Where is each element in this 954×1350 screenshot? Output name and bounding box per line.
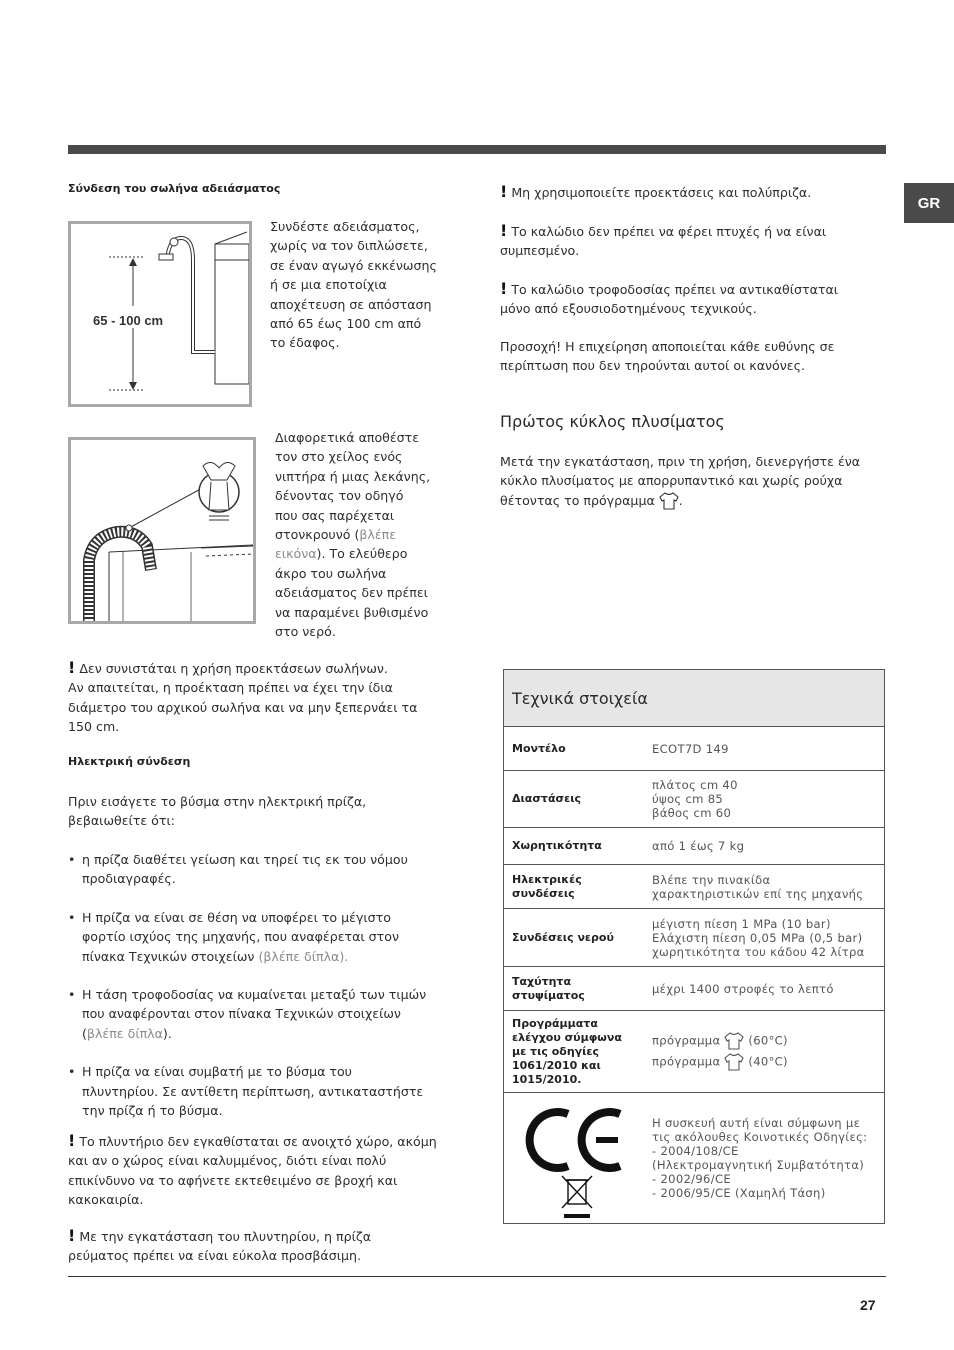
page-number: 27 xyxy=(860,1297,876,1313)
cotton-program-icon xyxy=(724,1032,744,1050)
table-row xyxy=(504,727,884,771)
drain-text: Συνδέστε αδειάσματος, χωρίς να τον διπλώσετε, σε έναν αγωγό εκκένωσης ή σε μια εποτοίχια αποχέτευση σε απόσταση από 65 έως 100 cm από το έδαφος. xyxy=(270,219,437,351)
bottom-rule xyxy=(68,1276,886,1277)
liability-note: Προσοχή! Η επιχείρηση αποποιείται κάθε ευθύνης σε περίπτωση που δεν τηρούνται αυτοί οι κανόνες. xyxy=(500,339,835,374)
checklist-item: • Η τάση τροφοδοσίας να κυμαίνεται μεταξύ των τιμών που αναφέρονται στον πίνακα Τεχνικών στοιχείων (βλέπε δίπλα). xyxy=(68,985,468,1043)
figure-reference: βλέπε xyxy=(359,527,397,543)
cotton-program-icon xyxy=(724,1053,744,1071)
outdoor-warning: ! Το πλυντήριο δεν εγκαθίσταται σε ανοιχτό χώρο, ακόμη και αν ο χώρος είναι καλυμμένος, διότι είναι πολύ επικίνδυνο να το αφήνετε εκτεθειμένο σε βροχή και κακοκαιρία. xyxy=(68,1131,437,1208)
table-row: Χωρητικότητα από 1 έως 7 kg xyxy=(504,828,884,865)
table-row: Προγράμματα ελέγχου σύμφωνα με τις οδηγίες 1061/2010 και 1015/2010. πρόγραμμα (60°C) πρόγραμμα (40°C) xyxy=(504,1011,884,1093)
table-row: Συνδέσεις νερού μέγιστη πίεση 1 MPa (10 bar) Ελάχιστη πίεση 0,05 MPa (0,5 bar) χωρητικότητα του κάδου 42 λίτρα xyxy=(504,909,884,967)
basin-hose-illustration xyxy=(71,440,253,621)
row-label: Ταχύτητα στυψίματος xyxy=(512,974,585,1002)
basin-text: Διαφορετικά αποθέστε τον στο χείλος ενός νιπτήρα ή μιας λεκάνης, δένοντας τον οδηγό που σας παρέχεται στονκρουνό (βλέπε εικόνα). Το ελεύθερο άκρο του σωλήνα αδειάσματος δεν πρέπει να παραμένει βυθισμένο στο νερό. xyxy=(275,430,431,640)
drain-height-label: 65 - 100 cm xyxy=(93,313,164,328)
ce-mark-icon xyxy=(520,1096,630,1220)
cotton-program-icon xyxy=(659,492,679,510)
table-row: Ταχύτητα στυψίματος μέχρι 1400 στροφές το λεπτό xyxy=(504,967,884,1011)
table-row: Διαστάσεις πλάτος cm 40 ύψος cm 85 βάθος cm 60 xyxy=(504,771,884,828)
row-label: Μοντέλο xyxy=(512,741,566,755)
row-label: Προγράμματα ελέγχου σύμφωνα με τις οδηγίες 1061/2010 και 1015/2010. xyxy=(512,1016,622,1086)
warning-icon: ! xyxy=(500,182,508,201)
access-warning: ! Με την εγκατάσταση του πλυντηρίου, η πρίζα ρεύματος πρέπει να είναι εύκολα προσβάσιμη. xyxy=(68,1226,372,1264)
warning-icon: ! xyxy=(68,1131,76,1150)
figure-reference-2: εικόνα xyxy=(275,546,317,562)
checklist-item: • Η πρίζα να είναι συμβατή με το βύσμα του πλυντηρίου. Σε αντίθετη περίπτωση, αντικαταστήστε την πρίζα ή το βύσμα. xyxy=(68,1062,468,1120)
row-value: ECOT7D 149 xyxy=(652,741,729,756)
checklist-item: • η πρίζα διαθέτει γείωση και τηρεί τις εκ του νόμου προδιαγραφές. xyxy=(68,850,468,889)
warning-icon: ! xyxy=(68,658,76,677)
warning-icon: ! xyxy=(68,1226,76,1245)
technical-data-table xyxy=(503,669,885,1224)
first-cycle-heading: Πρώτος κύκλος πλυσίματος xyxy=(500,412,725,431)
warning-icon: ! xyxy=(500,279,508,298)
table-row: Ηλεκτρικές συνδέσεις Βλέπε την πινακίδα χαρακτηριστικών επί της μηχανής xyxy=(504,865,884,909)
row-label: Συνδέσεις νερού xyxy=(512,930,614,944)
extension-warning: ! Δεν συνιστάται η χρήση προεκτάσεων σωλήνων. Αν απαιτείται, η προέκταση πρέπει να έχει την ίδια διάμετρο του αρχικού σωλήνα και να μην ξεπερνάει τα 150 cm. xyxy=(68,658,418,735)
electric-heading: Ηλεκτρική σύνδεση xyxy=(68,755,191,768)
basin-figure xyxy=(68,437,256,624)
warning-icon: ! xyxy=(500,221,508,240)
electric-checklist xyxy=(68,850,468,1139)
warning-cable-bend: ! Το καλώδιο δεν πρέπει να φέρει πτυχές ή να είναι συμπεσμένο. xyxy=(500,221,827,259)
language-tab[interactable]: GR xyxy=(904,183,954,223)
warning-multiplug: ! Μη χρησιμοποιείτε προεκτάσεις και πολύπριζα. xyxy=(500,182,812,201)
row-label: Διαστάσεις xyxy=(512,792,581,805)
drain-heading: Σύνδεση του σωλήνα αδειάσματος xyxy=(68,182,281,195)
technical-data-title: Τεχνικά στοιχεία xyxy=(504,670,884,727)
row-label: Χωρητικότητα xyxy=(512,839,602,852)
row-label: Ηλεκτρικές συνδέσεις xyxy=(512,872,582,900)
table-row: Η συσκευή αυτή είναι σύμφωνη με τις ακόλουθες Κοινοτικές Οδηγίες: - 2004/108/CE (Ηλεκτρομαγνητική Συμβατότητα) - 2002/96/CE - 2006/95/CE (Χαμηλή Τάση) xyxy=(504,1093,884,1223)
electric-intro: Πριν εισάγετε το βύσμα στην ηλεκτρική πρίζα, βεβαιωθείτε ότι: xyxy=(68,794,367,829)
weee-bin-icon xyxy=(562,1176,592,1218)
ce-mark-cell xyxy=(504,1093,644,1223)
warning-cable-replace: ! Το καλώδιο τροφοδοσίας πρέπει να αντικαθίσταται μόνο από εξουσιοδοτημένους τεχνικούς. xyxy=(500,279,839,317)
top-rule xyxy=(68,145,886,154)
checklist-item: • Η πρίζα να είναι σε θέση να υποφέρει το μέγιστο φορτίο ισχύος της μηχανής, που αναφέρεται στον πίνακα Τεχνικών στοιχείων (βλέπε δίπλα). xyxy=(68,908,468,966)
first-cycle-text: Μετά την εγκατάσταση, πριν τη χρήση, διενεργήστε ένα κύκλο πλυσίματος με απορρυπαντικό και χωρίς ρούχα θέτοντας το πρόγραμμα . xyxy=(500,452,890,510)
